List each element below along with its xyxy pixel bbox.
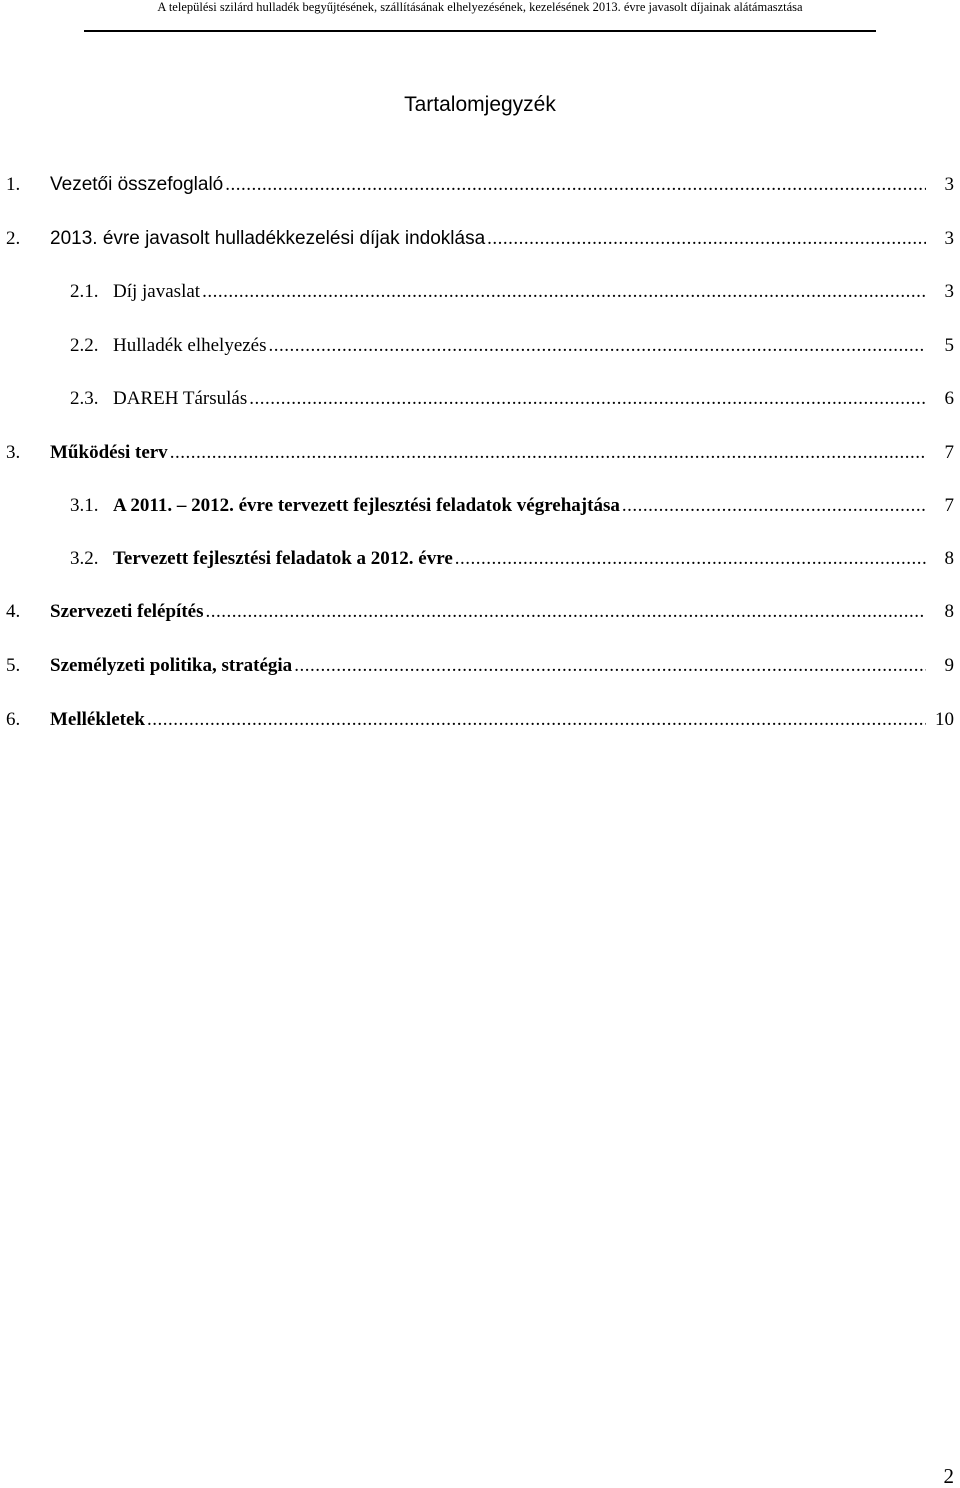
toc-entry-label: Működési terv (50, 442, 168, 463)
toc-entry-label: Szervezeti felépítés (50, 601, 204, 622)
toc-entry-number: 3.2. (70, 548, 99, 569)
toc-leader-dots (455, 546, 926, 572)
toc-entry-number: 3. (6, 442, 21, 463)
toc-entry-page: 6 (944, 388, 954, 409)
toc-leader-dots (206, 599, 927, 625)
toc-entry-2-2[interactable] (0, 333, 960, 363)
toc-leader-dots (249, 386, 926, 412)
toc-entry-page: 7 (944, 442, 954, 463)
toc-leader-dots (269, 333, 926, 359)
toc-entry-label: A 2011. – 2012. évre tervezett fejlesztési feladatok végrehajtása (113, 495, 620, 516)
toc-entry-label: 2013. évre javasolt hulladékkezelési díjak indoklása (50, 228, 486, 249)
toc-entry-page: 3 (944, 174, 954, 195)
toc-entry-2[interactable] (0, 226, 960, 256)
toc-leader-dots (487, 226, 926, 252)
toc-entry-page: 8 (944, 601, 954, 622)
toc-entry-4[interactable] (0, 599, 960, 629)
toc-entry-page: 3 (944, 281, 954, 302)
toc-entry-1[interactable] (0, 172, 960, 202)
toc-leader-dots (170, 440, 926, 466)
toc-entry-number: 2.1. (70, 281, 99, 302)
toc-entry-2-3[interactable] (0, 386, 960, 416)
toc-entry-number: 5. (6, 655, 21, 676)
toc-entry-label: Mellékletek (50, 709, 145, 730)
toc-entry-number: 1. (6, 174, 21, 195)
toc-entry-6[interactable] (0, 707, 960, 737)
toc-entry-page: 8 (944, 548, 954, 569)
toc-entry-number: 2.2. (70, 335, 99, 356)
toc-leader-dots (225, 172, 926, 198)
toc-entry-page: 3 (944, 228, 954, 249)
toc-entry-number: 3.1. (70, 495, 99, 516)
toc-entry-label: Vezetői összefoglaló (50, 174, 224, 195)
toc-entry-label: Tervezett fejlesztési feladatok a 2012. évre (113, 548, 453, 569)
running-title: A települési szilárd hulladék begyűjtésének, szállításának elhelyezésének, kezelésének 2013. évre javasolt díjainak alátámasztása (157, 0, 803, 14)
toc-title: Tartalomjegyzék (404, 93, 556, 116)
toc-leader-dots (147, 707, 926, 733)
toc-entry-number: 6. (6, 709, 21, 730)
toc-entry-label: DAREH Társulás (113, 388, 248, 409)
toc-entry-label: Hulladék elhelyezés (113, 335, 267, 356)
toc-entry-2-1[interactable] (0, 279, 960, 309)
toc-entry-5[interactable] (0, 653, 960, 683)
toc-entry-page: 5 (944, 335, 954, 356)
toc-leader-dots (202, 279, 926, 305)
toc-entry-page: 9 (944, 655, 954, 676)
toc-entry-3-1[interactable] (0, 493, 960, 523)
toc-entry-page: 10 (935, 709, 954, 730)
toc-entry-page: 7 (944, 495, 954, 516)
toc-entry-3-2[interactable] (0, 546, 960, 576)
toc-entry-3[interactable] (0, 440, 960, 470)
toc-entry-label: Személyzeti politika, stratégia (50, 655, 293, 676)
toc-entry-label: Díj javaslat (113, 281, 201, 302)
toc-leader-dots (294, 653, 926, 679)
toc-entry-number: 4. (6, 601, 21, 622)
page-number: 2 (943, 1464, 954, 1488)
toc-entry-number: 2. (6, 228, 21, 249)
toc-leader-dots (622, 493, 926, 519)
toc-entry-number: 2.3. (70, 388, 99, 409)
